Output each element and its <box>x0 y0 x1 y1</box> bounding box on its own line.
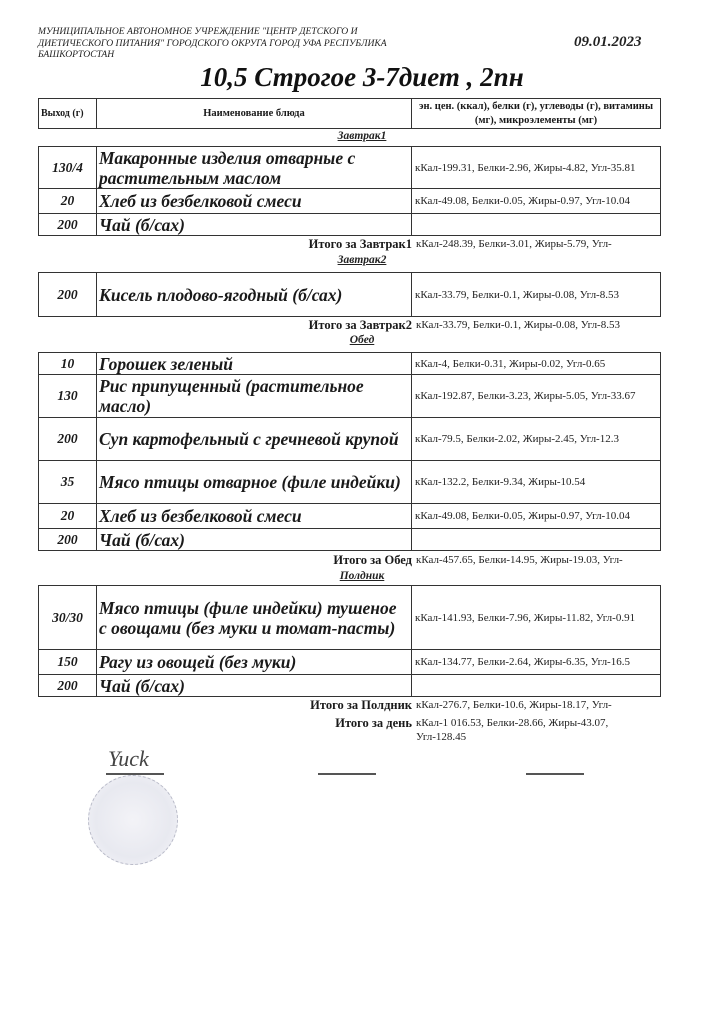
section-title-snack: Полдник <box>339 570 385 582</box>
dish-cell: Макаронные изделия отварные с растительным маслом <box>97 147 412 189</box>
table-row <box>39 529 661 551</box>
dish-cell: Мясо птицы отварное (филе индейки) <box>97 461 412 504</box>
nutrition-cell: кКал-79.5, Белки-2.02, Жиры-2.45, Угл-12.3 <box>412 418 661 461</box>
dish-cell: Хлеб из безбелковой смеси <box>97 504 412 529</box>
nutrition-cell <box>412 529 661 551</box>
column-header-output: Выход (г) <box>39 99 97 129</box>
column-header-dish: Наименование блюда <box>97 99 412 129</box>
meal-table-snack <box>38 585 661 697</box>
nutrition-cell: кКал-141.93, Белки-7.96, Жиры-11.82, Угл-0.91 <box>412 586 661 650</box>
total-label: Итого за Завтрак1 <box>308 237 412 251</box>
output-cell: 200 <box>39 675 97 697</box>
output-cell: 200 <box>39 529 97 551</box>
column-header-table <box>38 98 661 129</box>
dish-cell: Чай (б/сах) <box>97 214 412 236</box>
day-total-value: кКал-1 016.53, Белки-28.66, Жиры-43.07, Угл-128.45 <box>416 717 609 743</box>
dish-cell: Чай (б/сах) <box>97 529 412 551</box>
table-row <box>39 353 661 375</box>
dish-cell: Суп картофельный с гречневой крупой <box>97 418 412 461</box>
nutrition-cell: кКал-33.79, Белки-0.1, Жиры-0.08, Угл-8.53 <box>412 273 661 317</box>
output-cell: 20 <box>39 504 97 529</box>
nutrition-cell: кКал-49.08, Белки-0.05, Жиры-0.97, Угл-10.04 <box>412 189 661 214</box>
nutrition-cell: кКал-132.2, Белки-9.34, Жиры-10.54 <box>412 461 661 504</box>
total-value: кКал-457.65, Белки-14.95, Жиры-19.03, Угл- <box>416 554 623 566</box>
table-row <box>39 650 661 675</box>
nutrition-cell: кКал-49.08, Белки-0.05, Жиры-0.97, Угл-10.04 <box>412 504 661 529</box>
meal-table-breakfast1 <box>38 146 661 236</box>
output-cell: 200 <box>39 214 97 236</box>
total-label: Итого за Завтрак2 <box>308 318 412 332</box>
menu-title: 10,5 Строгое 3-7диет , 2пн <box>200 62 524 92</box>
output-cell: 200 <box>39 273 97 317</box>
table-row <box>39 375 661 418</box>
dish-cell: Хлеб из безбелковой смеси <box>97 189 412 214</box>
output-cell: 35 <box>39 461 97 504</box>
output-cell: 130 <box>39 375 97 418</box>
nutrition-cell: кКал-134.77, Белки-2.64, Жиры-6.35, Угл-16.5 <box>412 650 661 675</box>
dish-cell: Рагу из овощей (без муки) <box>97 650 412 675</box>
output-cell: 150 <box>39 650 97 675</box>
dish-cell: Чай (б/сах) <box>97 675 412 697</box>
section-title-breakfast1: Завтрак1 <box>337 130 387 142</box>
document-date: 09.01.2023 <box>574 34 642 50</box>
nutrition-cell: кКал-192.87, Белки-3.23, Жиры-5.05, Угл-33.67 <box>412 375 661 418</box>
output-cell: 200 <box>39 418 97 461</box>
table-row <box>39 675 661 697</box>
table-row <box>39 586 661 650</box>
section-title-breakfast2: Завтрак2 <box>337 254 387 266</box>
handwritten-signature: Yuck <box>108 746 149 771</box>
table-row <box>39 504 661 529</box>
nutrition-cell: кКал-199.31, Белки-2.96, Жиры-4.82, Угл-35.81 <box>412 147 661 189</box>
signature-line-2 <box>318 773 376 775</box>
nutrition-cell <box>412 675 661 697</box>
meal-table-breakfast2 <box>38 272 661 317</box>
total-value: кКал-33.79, Белки-0.1, Жиры-0.08, Угл-8.53 <box>416 319 620 331</box>
meal-table-lunch <box>38 352 661 551</box>
column-header-nutrition: эн. цен. (ккал), белки (г), углеводы (г), витамины (мг), микроэлементы (мг) <box>412 99 661 129</box>
total-value: кКал-248.39, Белки-3.01, Жиры-5.79, Угл- <box>416 238 612 250</box>
table-row <box>39 418 661 461</box>
total-label: Итого за Обед <box>333 553 412 567</box>
dish-cell: Мясо птицы (филе индейки) тушеное с овощами (без муки и томат-пасты) <box>97 586 412 650</box>
output-cell: 20 <box>39 189 97 214</box>
section-title-lunch: Обед <box>349 334 375 346</box>
total-label: Итого за Полдник <box>310 698 412 712</box>
table-row <box>39 461 661 504</box>
output-cell: 30/30 <box>39 586 97 650</box>
nutrition-cell <box>412 214 661 236</box>
output-cell: 130/4 <box>39 147 97 189</box>
total-value: кКал-276.7, Белки-10.6, Жиры-18.17, Угл- <box>416 699 612 711</box>
dish-cell: Горошек зеленый <box>97 353 412 375</box>
dish-cell: Кисель плодово-ягодный (б/сах) <box>97 273 412 317</box>
nutrition-cell: кКал-4, Белки-0.31, Жиры-0.02, Угл-0.65 <box>412 353 661 375</box>
output-cell: 10 <box>39 353 97 375</box>
table-row <box>39 273 661 317</box>
table-row <box>39 214 661 236</box>
table-row <box>39 147 661 189</box>
signature-line-3 <box>526 773 584 775</box>
day-total-label: Итого за день <box>335 716 412 730</box>
organization-name: МУНИЦИПАЛЬНОЕ АВТОНОМНОЕ УЧРЕЖДЕНИЕ "ЦЕНТР ДЕТСКОГО И ДИЕТИЧЕСКОГО ПИТАНИЯ" ГОРОДСКОГО ОКРУГА ГОРОД УФА РЕСПУБЛИКА БАШКОРТОСТАН <box>38 26 387 60</box>
dish-cell: Рис припущенный (растительное масло) <box>97 375 412 418</box>
stamp-seal-icon <box>88 775 178 865</box>
table-row <box>39 189 661 214</box>
